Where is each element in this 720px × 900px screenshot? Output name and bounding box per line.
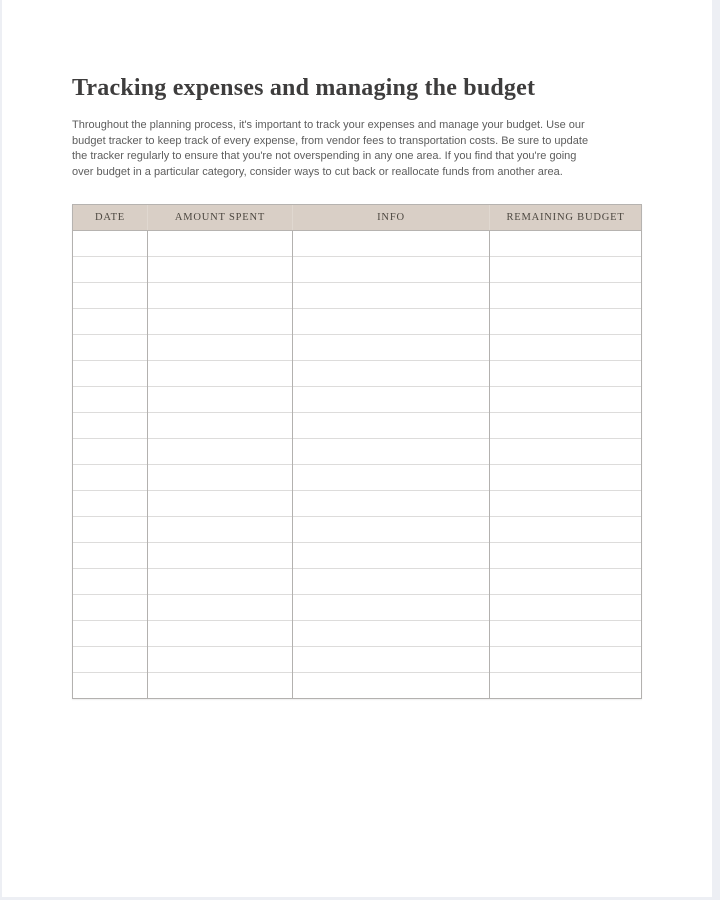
table-cell-remaining-budget (490, 673, 642, 699)
table-cell-date (73, 283, 148, 309)
table-cell-remaining-budget (490, 439, 642, 465)
table-cell-info (293, 465, 490, 491)
table-row (73, 543, 642, 569)
table-cell-remaining-budget (490, 413, 642, 439)
table-row (73, 361, 642, 387)
table-cell-date (73, 621, 148, 647)
table-cell-info (293, 335, 490, 361)
table-cell-amount-spent (148, 491, 293, 517)
table-cell-amount-spent (148, 257, 293, 283)
table-cell-amount-spent (148, 335, 293, 361)
table-cell-date (73, 569, 148, 595)
budget-tracker-table (72, 204, 642, 699)
table-cell-remaining-budget (490, 569, 642, 595)
table-cell-info (293, 231, 490, 257)
table-cell-info (293, 387, 490, 413)
table-cell-info (293, 569, 490, 595)
table-cell-date (73, 413, 148, 439)
viewer-gutter-left (0, 0, 2, 900)
table-cell-date (73, 517, 148, 543)
table-cell-remaining-budget (490, 361, 642, 387)
table-cell-info (293, 283, 490, 309)
table-cell-info (293, 517, 490, 543)
table-cell-remaining-budget (490, 621, 642, 647)
table-row (73, 621, 642, 647)
table-cell-info (293, 621, 490, 647)
table-cell-amount-spent (148, 387, 293, 413)
table-cell-amount-spent (148, 413, 293, 439)
table-row (73, 517, 642, 543)
table-cell-remaining-budget (490, 543, 642, 569)
table-header (73, 205, 642, 231)
table-cell-date (73, 361, 148, 387)
table-cell-remaining-budget (490, 309, 642, 335)
table-cell-date (73, 465, 148, 491)
table-cell-date (73, 491, 148, 517)
table-row (73, 413, 642, 439)
table-cell-amount-spent (148, 283, 293, 309)
table-cell-amount-spent (148, 647, 293, 673)
table-cell-info (293, 439, 490, 465)
table-cell-remaining-budget (490, 517, 642, 543)
table-cell-remaining-budget (490, 595, 642, 621)
table-cell-amount-spent (148, 231, 293, 257)
intro-line: budget tracker to keep track of every expense, from vendor fees to transportation costs. Be sure to update (72, 134, 589, 147)
column-header-info: INFO (293, 205, 490, 231)
table-cell-amount-spent (148, 543, 293, 569)
table-cell-amount-spent (148, 569, 293, 595)
table-cell-date (73, 387, 148, 413)
intro-line: Throughout the planning process, it's important to track your expenses and manage your budget. Use our (72, 119, 585, 131)
table-cell-amount-spent (148, 361, 293, 387)
table-cell-info (293, 673, 490, 699)
table-header-row (73, 205, 642, 231)
table-cell-date (73, 595, 148, 621)
table-row (73, 595, 642, 621)
table-body (73, 231, 642, 699)
table-cell-date (73, 647, 148, 673)
intro-paragraph (72, 118, 657, 180)
table-cell-amount-spent (148, 309, 293, 335)
table-cell-date (73, 543, 148, 569)
table-row (73, 569, 642, 595)
table-cell-amount-spent (148, 465, 293, 491)
table-row (73, 673, 642, 699)
column-header-date: DATE (73, 205, 148, 231)
table-cell-info (293, 309, 490, 335)
table-cell-remaining-budget (490, 387, 642, 413)
table-row (73, 647, 642, 673)
table-row (73, 439, 642, 465)
table-cell-remaining-budget (490, 283, 642, 309)
table-row (73, 257, 642, 283)
table-cell-amount-spent (148, 439, 293, 465)
intro-line: the tracker regularly to ensure that you're not overspending in any one area. If you find that you're going (72, 150, 577, 162)
table-cell-amount-spent (148, 595, 293, 621)
table-cell-info (293, 361, 490, 387)
table-cell-info (293, 491, 490, 517)
table-cell-info (293, 647, 490, 673)
table-cell-remaining-budget (490, 335, 642, 361)
table-cell-remaining-budget (490, 647, 642, 673)
table-row (73, 387, 642, 413)
table-cell-date (73, 673, 148, 699)
table-cell-info (293, 413, 490, 439)
table-cell-date (73, 439, 148, 465)
table-row (73, 335, 642, 361)
column-header-remaining-budget: REMAINING BUDGET (490, 205, 642, 231)
table-cell-remaining-budget (490, 231, 642, 257)
document-page (2, 0, 712, 897)
table-cell-date (73, 335, 148, 361)
table-cell-date (73, 231, 148, 257)
column-header-amount-spent: AMOUNT SPENT (148, 205, 293, 231)
intro-line: over budget in a particular category, consider ways to cut back or reallocate funds from another area. (72, 165, 563, 178)
table-cell-info (293, 543, 490, 569)
table-cell-remaining-budget (490, 491, 642, 517)
table-cell-remaining-budget (490, 465, 642, 491)
table-cell-remaining-budget (490, 257, 642, 283)
table-cell-info (293, 257, 490, 283)
table-cell-amount-spent (148, 673, 293, 699)
table-row (73, 283, 642, 309)
page-title: Tracking expenses and managing the budget (72, 75, 536, 101)
table-cell-amount-spent (148, 621, 293, 647)
table-cell-info (293, 595, 490, 621)
table-row (73, 491, 642, 517)
viewer-gutter-right (712, 0, 720, 900)
table-cell-date (73, 309, 148, 335)
table-row (73, 309, 642, 335)
table-row (73, 231, 642, 257)
table-cell-amount-spent (148, 517, 293, 543)
table-row (73, 465, 642, 491)
table-cell-date (73, 257, 148, 283)
